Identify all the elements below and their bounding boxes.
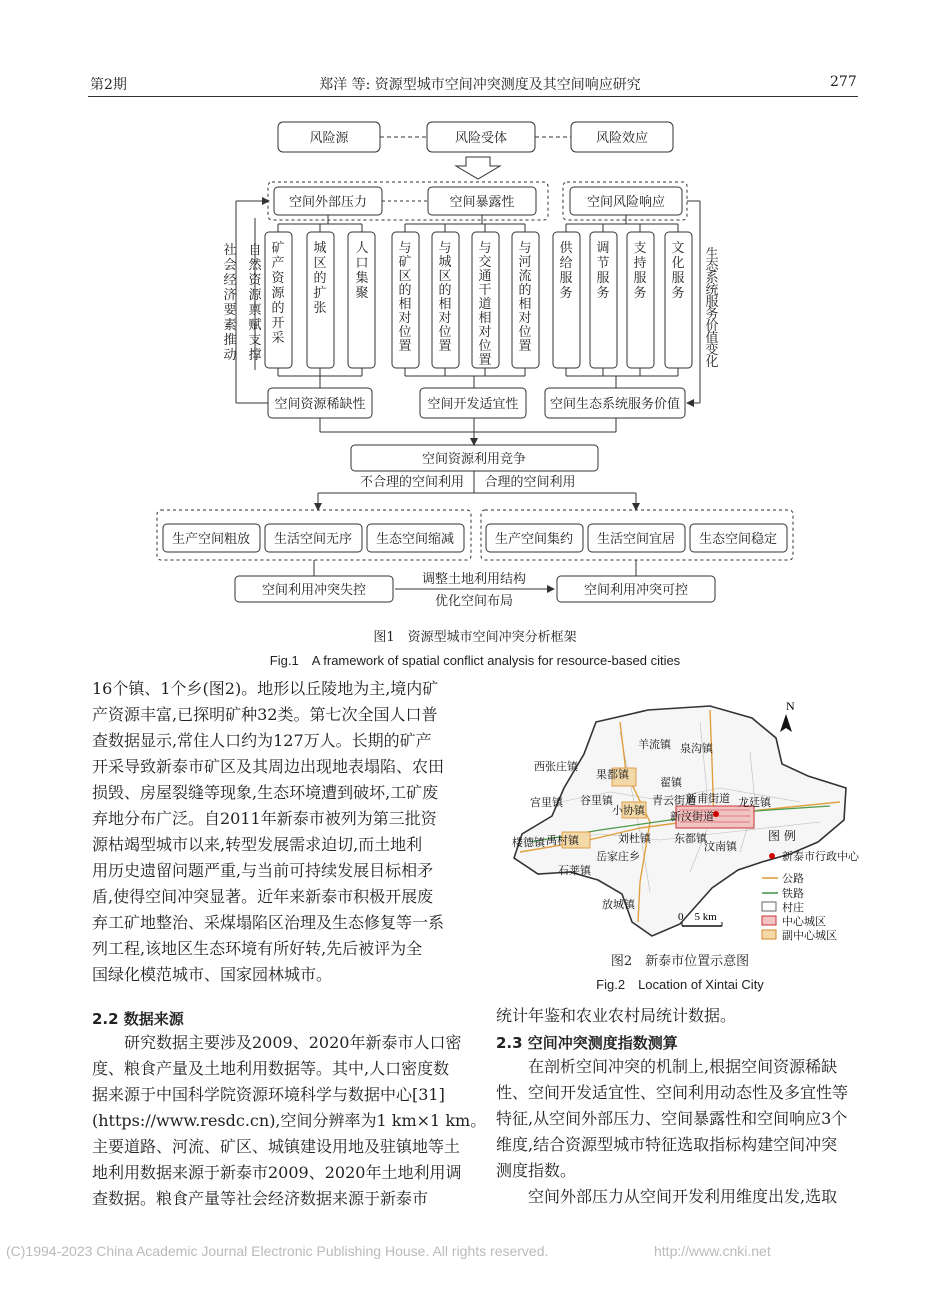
fw-good-1: 生产空间集约	[494, 532, 574, 547]
section-2-3-line: 在剖析空间冲突的机制上,根据空间资源稀缺	[496, 1057, 838, 1076]
figure-1-caption-en: Fig.1 A framework of spatial conflict analysis for resource-based cities	[269, 653, 681, 668]
map-town-label: 果都镇	[596, 768, 629, 781]
left-paragraph-line: 损毁、房屋裂缝等现象,生态环境遭到破坏,工矿废	[92, 783, 439, 802]
fw-right-driver: 生态系统服务价值变化	[705, 247, 719, 370]
fw-outcome-1: 空间利用冲突失控	[261, 583, 367, 598]
fw-top-3: 风险效应	[595, 131, 649, 146]
section-2-2-line: 研究数据主要涉及2009、2020年新泰市人口密	[92, 1033, 462, 1052]
fw-bad-3: 生态空间缩减	[375, 532, 455, 547]
map-town-label: 青云街道	[652, 794, 696, 807]
section-2-3-line: 性、空间开发适宜性、空间利用动态性及多宜性等	[496, 1083, 849, 1102]
fw-dim-2: 空间暴露性	[449, 195, 515, 210]
left-paragraph-line: 开采导致新泰市矿区及其周边出现地表塌陷、农田	[92, 757, 445, 776]
footer-url: http://www.cnki.net	[654, 1243, 771, 1259]
fw-result-1: 空间资源稀缺性	[274, 397, 366, 412]
map-town-label: 刘杜镇	[618, 832, 651, 845]
issue-number: 第2期	[90, 77, 127, 93]
left-paragraph-line: 产资源丰富,已探明矿种32类。第七次全国人口普	[92, 705, 438, 724]
figure-1-framework	[0, 0, 950, 640]
fw-top-2: 风险受体	[454, 131, 508, 146]
fw-left-driver: 社会经济要素推动	[223, 243, 237, 363]
legend-central-icon	[762, 916, 776, 925]
map-town-label: 谷里镇	[580, 794, 613, 807]
scale-bar	[678, 911, 722, 926]
section-2-3-body	[496, 1054, 866, 1210]
map-town-label: 宫里镇	[530, 796, 563, 809]
fw-arrow-bottom: 优化空间布局	[434, 594, 514, 609]
section-2-2-line: 主要道路、河流、矿区、城镇建设用地及驻镇地等土	[92, 1137, 461, 1156]
map-town-label: 禹村镇	[546, 834, 579, 847]
fw-col-6: 与交通干道相对位置	[478, 241, 492, 368]
left-paragraph-line: 弃工矿地整治、采煤塌陷区治理及生态修复等一系	[92, 913, 445, 932]
section-2-3-line: 维度,结合资源型城市特征选取指标构建空间冲突	[496, 1135, 838, 1154]
fw-good-2: 生活空间宜居	[596, 532, 676, 547]
map-town-label: 翟镇	[660, 776, 682, 789]
left-paragraph-line: 盾,使得空间冲突显著。近年来新泰市积极开展废	[92, 887, 434, 906]
legend-village-icon	[762, 902, 776, 911]
left-paragraph-line: 列工程,该地区生态环境有所好转,先后被评为全	[92, 939, 423, 958]
footer-copyright: (C)1994-2023 China Academic Journal Electronic Publishing House. All rights reserved.	[6, 1243, 549, 1259]
map-town-label: 东都镇	[674, 832, 707, 845]
fw-col-4: 与矿区的相对位置	[398, 241, 412, 354]
legend-title: 图 例	[768, 829, 796, 843]
fw-result-2: 空间开发适宜性	[427, 397, 519, 412]
fw-col-1: 矿产资源的开采	[271, 241, 285, 346]
map-town-label: 汶南镇	[704, 840, 737, 853]
section-2-2-line: 查数据。粮食产量等社会经济数据来源于新泰市	[92, 1189, 429, 1208]
fw-bad-1: 生产空间粗放	[171, 532, 251, 547]
fw-top-1: 风险源	[309, 131, 349, 146]
fw-split-good: 合理的空间利用	[484, 475, 576, 490]
map-town-label: 龙廷镇	[738, 796, 771, 809]
map-town-label: 新甫街道	[686, 792, 730, 805]
legend-sub-label: 副中心城区	[782, 929, 837, 942]
legend-road-label: 公路	[782, 872, 804, 885]
section-2-2-line: 度、粮食产量及土地利用数据等。其中,人口密度数	[92, 1059, 450, 1078]
map-town-label: 楼德镇	[512, 836, 545, 849]
legend-admin-label: 新泰市行政中心	[782, 850, 859, 863]
fw-bad-2: 生活空间无序	[273, 532, 353, 547]
map-town-label: 石莱镇	[558, 864, 591, 877]
fw-col-9: 调节服务	[596, 241, 610, 301]
fw-col-5: 与城区的相对位置	[438, 241, 452, 354]
map-town-label: 小协镇	[612, 804, 645, 817]
figure-1-caption-cn: 图1 资源型城市空间冲突分析框架	[373, 630, 577, 645]
left-paragraph-line: 国绿化模范城市、国家园林城市。	[92, 965, 333, 984]
section-2-2-body	[92, 1030, 487, 1212]
scale-label: 0 5 km	[678, 911, 717, 923]
section-2-3-line: 特征,从空间外部压力、空间暴露性和空间响应3个	[496, 1109, 848, 1128]
section-2-3-heading: 2.3 空间冲突测度指数测算	[496, 1034, 678, 1052]
left-paragraph-line: 弃地分布广泛。自2011年新泰市被列为第三批资	[92, 809, 437, 828]
fw-left-inner: 自然资源禀赋支撑	[248, 243, 262, 363]
fw-result-3: 空间生态系统服务价值	[549, 397, 681, 412]
fw-col-11: 文化服务	[671, 241, 685, 301]
section-2-3-line: 测度指数。	[496, 1161, 577, 1180]
north-arrow-icon	[780, 714, 792, 732]
running-title: 郑洋 等: 资源型城市空间冲突测度及其空间响应研究	[319, 77, 641, 93]
section-2-2-line: 地利用数据来源于新泰市2009、2020年土地利用调	[92, 1163, 462, 1182]
left-paragraph-line: 源枯竭型城市以来,转型发展需求迫切,而土地利	[92, 835, 423, 854]
legend-central-label: 中心城区	[782, 915, 826, 928]
fw-good-3: 生态空间稳定	[698, 532, 778, 547]
left-paragraph	[92, 676, 472, 988]
fw-col-8: 供给服务	[559, 241, 573, 301]
section-2-3-line: 空间外部压力从空间开发利用维度出发,选取	[496, 1187, 838, 1206]
legend-sub-icon	[762, 930, 776, 939]
fw-dim-1: 空间外部压力	[288, 195, 368, 210]
fw-col-10: 支持服务	[633, 241, 647, 301]
left-paragraph-line: 查数据显示,常住人口约为127万人。长期的矿产	[92, 731, 432, 750]
section-2-2-line: (https://www.resdc.cn),空间分辨率为1 km×1 km。	[92, 1111, 487, 1130]
fw-col-2: 城区的扩张	[313, 241, 327, 316]
page-number: 277	[830, 74, 857, 90]
map-town-label: 岳家庄乡	[596, 850, 640, 863]
fw-col-7: 与河流的相对位置	[518, 241, 532, 354]
left-paragraph-line: 16个镇、1个乡(图2)。地形以丘陵地为主,境内矿	[92, 679, 439, 698]
figure-2-map	[500, 692, 860, 948]
fw-competition: 空间资源利用竞争	[421, 452, 527, 467]
map-town-label: 新汶街道	[670, 810, 714, 823]
map-town-label: 放城镇	[602, 898, 635, 911]
fw-split-bad: 不合理的空间利用	[359, 475, 465, 490]
map-town-label: 泉沟镇	[680, 742, 713, 755]
fw-outcome-2: 空间利用冲突可控	[583, 583, 689, 598]
left-paragraph-line: 用历史遗留问题严重,与当前可持续发展目标相矛	[92, 861, 434, 880]
legend-village-label: 村庄	[782, 901, 804, 914]
north-arrow-label: N	[786, 699, 795, 713]
figure-2-caption-en: Fig.2 Location of Xintai City	[596, 977, 764, 992]
figure-2-caption-cn: 图2 新泰市位置示意图	[610, 954, 750, 969]
fw-arrow-top: 调整土地利用结构	[421, 572, 527, 587]
section-2-2-heading: 2.2 数据来源	[92, 1010, 184, 1028]
fw-dim-3: 空间风险响应	[586, 195, 666, 210]
legend-admin-icon	[769, 853, 775, 859]
legend-rail-label: 铁路	[782, 887, 804, 900]
right-continuation-line: 统计年鉴和农业农村局统计数据。	[496, 1006, 737, 1025]
map-town-label: 西张庄镇	[534, 760, 578, 773]
section-2-2-line: 据来源于中国科学院资源环境科学与数据中心[31]	[92, 1085, 445, 1104]
map-town-label: 羊流镇	[638, 738, 671, 751]
fw-col-3: 人口集聚	[355, 241, 369, 301]
right-continuation	[496, 1003, 866, 1029]
